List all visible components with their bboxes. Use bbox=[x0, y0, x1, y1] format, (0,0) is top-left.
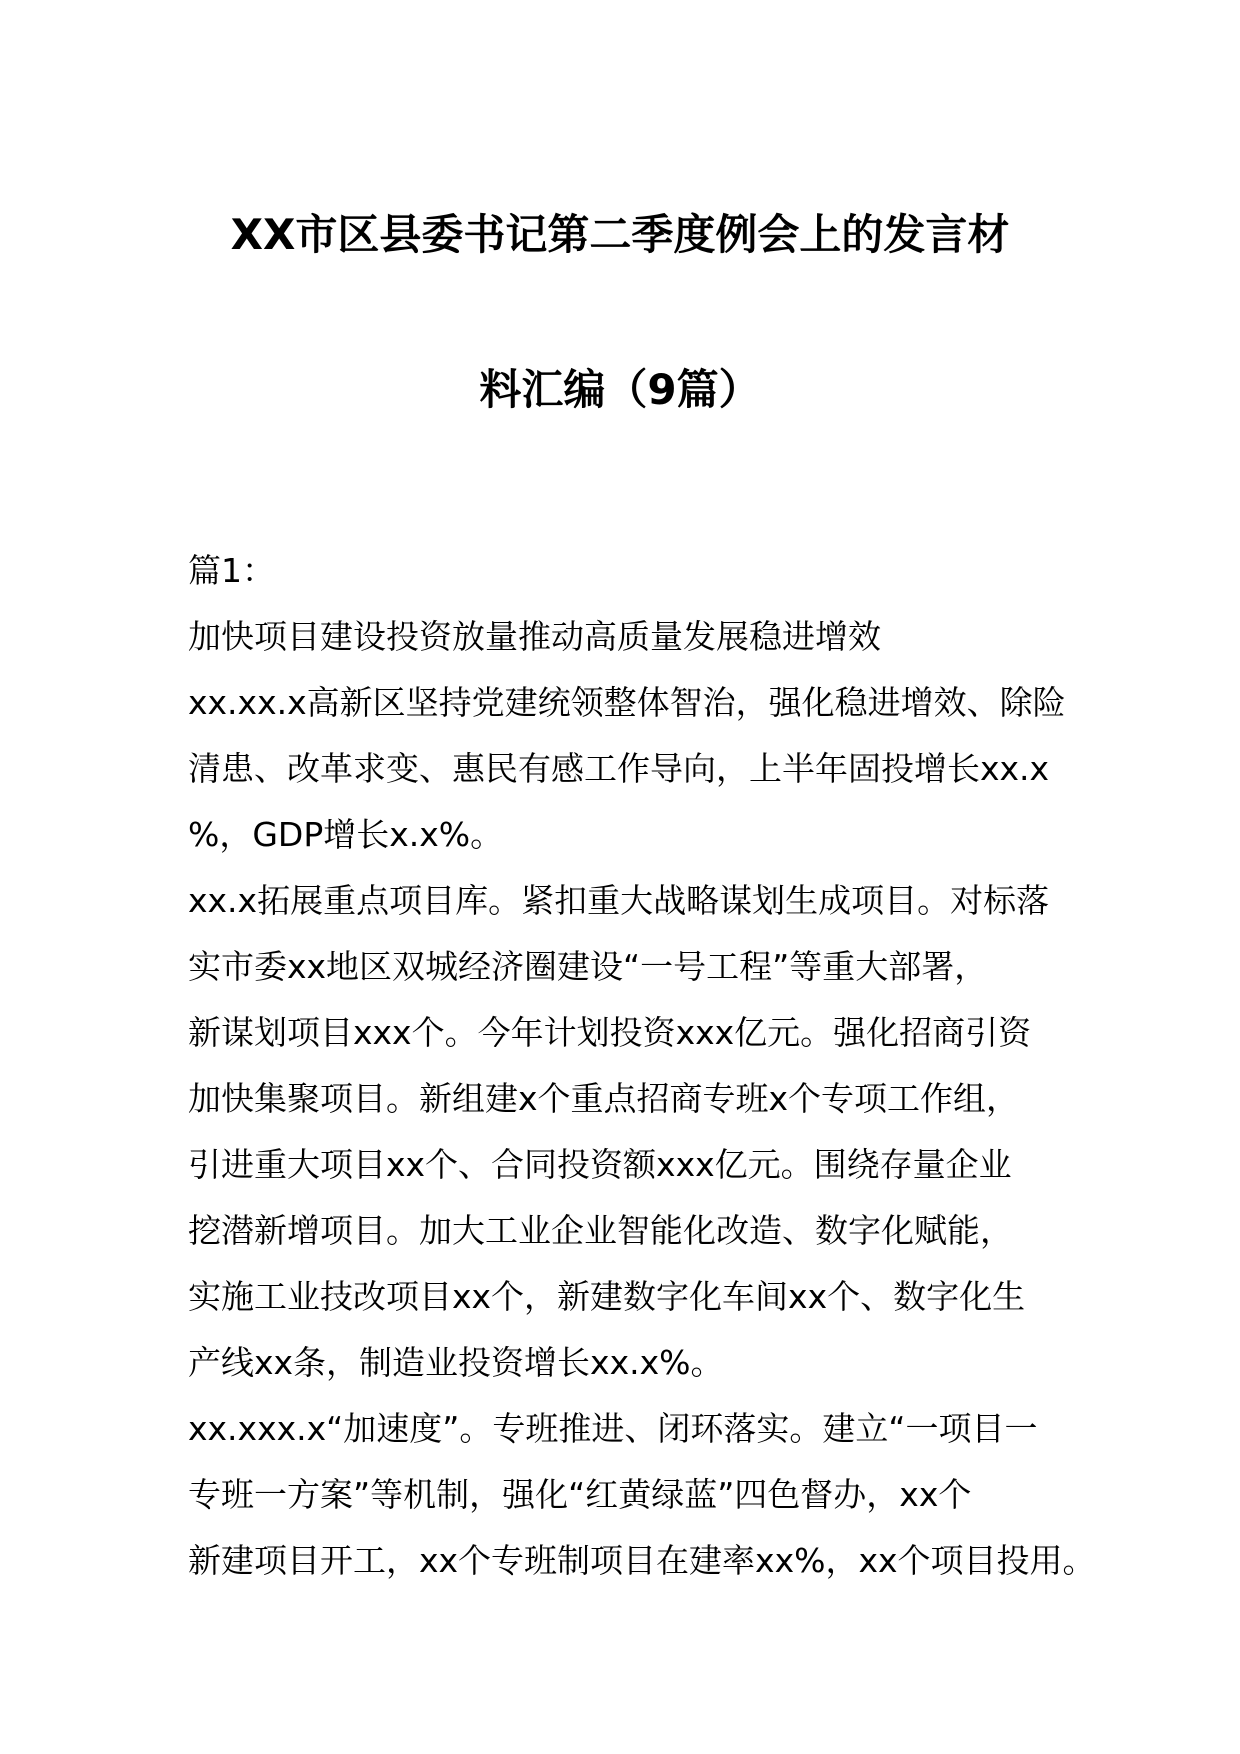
paragraph-line: 产线xx条，制造业投资增长xx.x%。 bbox=[188, 1343, 724, 1382]
document-title-line-2: 料汇编（9篇） bbox=[479, 365, 761, 414]
section-heading: 篇1： bbox=[188, 551, 275, 590]
paragraph-line: 引进重大项目xx个、合同投资额xxx亿元。围绕存量企业 bbox=[188, 1145, 1012, 1184]
paragraph-line: 实市委xx地区双城经济圈建设“一号工程”等重大部署， bbox=[188, 947, 988, 986]
paragraph-line: xx.xxx.x“加速度”。专班推进、闭环落实。建立“一项目一 bbox=[188, 1409, 1038, 1448]
document-title-line-1: XX市区县委书记第二季度例会上的发言材 bbox=[230, 210, 1010, 259]
paragraph-line: 加快集聚项目。新组建x个重点招商专班x个专项工作组， bbox=[188, 1079, 1020, 1118]
paragraph-line: 专班一方案”等机制，强化“红黄绿蓝”四色督办，xx个 bbox=[188, 1475, 972, 1514]
paragraph-line: xx.x拓展重点项目库。紧扣重大战略谋划生成项目。对标落 bbox=[188, 881, 1050, 920]
paragraph-line: 新谋划项目xxx个。今年计划投资xxx亿元。强化招商引资 bbox=[188, 1013, 1032, 1052]
paragraph-line: 清患、改革求变、惠民有感工作导向，上半年固投增长xx.x bbox=[188, 749, 1050, 788]
paragraph-line: xx.xx.x高新区坚持党建统领整体智治，强化稳进增效、除险 bbox=[188, 683, 1066, 722]
section-subtitle: 加快项目建设投资放量推动高质量发展稳进增效 bbox=[188, 617, 881, 656]
paragraph-line: 实施工业技改项目xx个，新建数字化车间xx个、数字化生 bbox=[188, 1277, 1026, 1316]
paragraph-line: 新建项目开工，xx个专班制项目在建率xx%，xx个项目投用。 bbox=[188, 1541, 1096, 1580]
paragraph-line: 挖潜新增项目。加大工业企业智能化改造、数字化赋能， bbox=[188, 1211, 1013, 1250]
paragraph-line: %，GDP增长x.x%。 bbox=[188, 815, 504, 854]
